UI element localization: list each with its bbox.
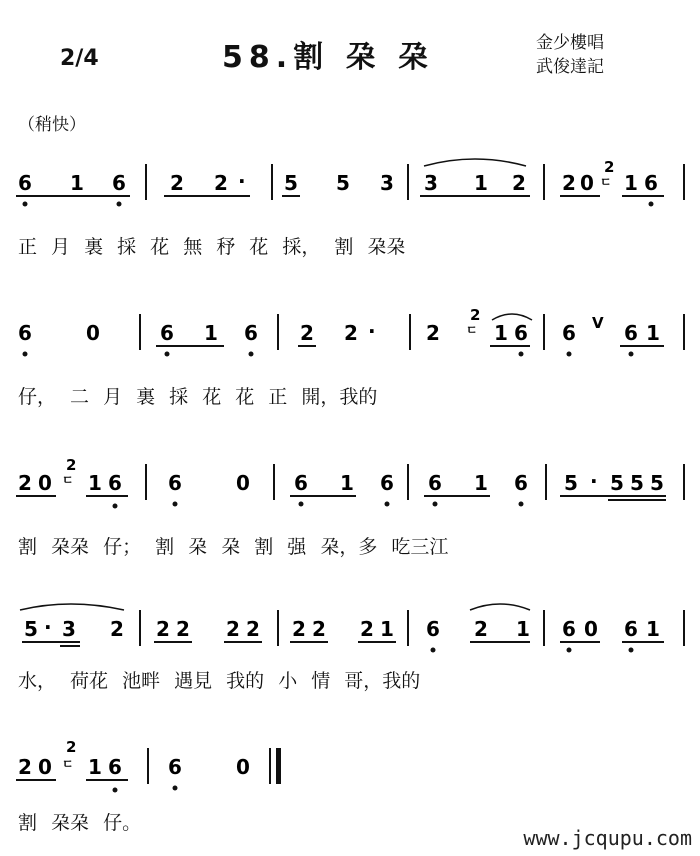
svg-text:0: 0 bbox=[86, 321, 100, 345]
svg-text:1: 1 bbox=[88, 471, 102, 495]
watermark: www.jcqupu.com bbox=[523, 826, 692, 850]
svg-text:6: 6 bbox=[294, 471, 308, 495]
svg-text:ㄷ: ㄷ bbox=[62, 473, 74, 487]
svg-text:0: 0 bbox=[38, 755, 52, 779]
svg-text:5: 5 bbox=[610, 471, 624, 495]
svg-text:2: 2 bbox=[562, 171, 576, 195]
svg-text:2: 2 bbox=[18, 755, 32, 779]
svg-text:2: 2 bbox=[470, 306, 481, 324]
svg-text:3: 3 bbox=[424, 171, 438, 195]
svg-text:1: 1 bbox=[494, 321, 508, 345]
svg-text:·: · bbox=[368, 319, 376, 343]
svg-text:0: 0 bbox=[236, 471, 250, 495]
svg-text:6: 6 bbox=[514, 321, 528, 345]
svg-text:6: 6 bbox=[108, 755, 122, 779]
svg-text:6: 6 bbox=[428, 471, 442, 495]
svg-text:6: 6 bbox=[244, 321, 258, 345]
svg-text:6: 6 bbox=[168, 471, 182, 495]
svg-text:2: 2 bbox=[312, 617, 326, 641]
svg-text:6: 6 bbox=[562, 617, 576, 641]
credit-singer: 金少樓唱 bbox=[536, 33, 604, 53]
svg-text:6: 6 bbox=[624, 617, 638, 641]
score-row-4 bbox=[0, 600, 700, 720]
svg-text:6: 6 bbox=[426, 617, 440, 641]
svg-text:5: 5 bbox=[650, 471, 664, 495]
svg-text:ㄷ: ㄷ bbox=[62, 757, 74, 771]
svg-text:2: 2 bbox=[110, 617, 124, 641]
svg-text:·: · bbox=[238, 169, 246, 193]
svg-text:6: 6 bbox=[108, 471, 122, 495]
svg-text:2: 2 bbox=[426, 321, 440, 345]
svg-text:5: 5 bbox=[630, 471, 644, 495]
notation-staff-4 bbox=[0, 600, 700, 710]
lyrics-line-5: 割 朶朶 仔。 bbox=[18, 812, 142, 834]
lyrics-line-2: 仔， 二 月 裏 採 花 花 正 開，我的 bbox=[18, 386, 378, 408]
svg-text:2: 2 bbox=[512, 171, 526, 195]
svg-text:6: 6 bbox=[18, 321, 32, 345]
svg-text:1: 1 bbox=[646, 321, 660, 345]
svg-text:2: 2 bbox=[176, 617, 190, 641]
svg-text:0: 0 bbox=[580, 171, 594, 195]
svg-text:6: 6 bbox=[624, 321, 638, 345]
svg-text:0: 0 bbox=[236, 755, 250, 779]
svg-text:6: 6 bbox=[644, 171, 658, 195]
note-group-1 bbox=[18, 158, 658, 195]
lyrics-line-4: 水， 荷花 池畔 遇見 我的 小 情 哥，我的 bbox=[18, 670, 421, 692]
svg-text:2: 2 bbox=[170, 171, 184, 195]
svg-text:2: 2 bbox=[360, 617, 374, 641]
svg-text:6: 6 bbox=[380, 471, 394, 495]
svg-text:1: 1 bbox=[474, 171, 488, 195]
svg-text:1: 1 bbox=[474, 471, 488, 495]
svg-text:2: 2 bbox=[156, 617, 170, 641]
svg-text:6: 6 bbox=[160, 321, 174, 345]
svg-text:1: 1 bbox=[380, 617, 394, 641]
svg-text:2: 2 bbox=[474, 617, 488, 641]
svg-text:1: 1 bbox=[646, 617, 660, 641]
svg-text:0: 0 bbox=[584, 617, 598, 641]
svg-text:6: 6 bbox=[562, 321, 576, 345]
svg-text:2: 2 bbox=[604, 158, 615, 176]
svg-text:6: 6 bbox=[168, 755, 182, 779]
svg-text:5: 5 bbox=[336, 171, 350, 195]
svg-text:ㄷ: ㄷ bbox=[600, 175, 612, 189]
svg-text:2: 2 bbox=[226, 617, 240, 641]
svg-text:2: 2 bbox=[18, 471, 32, 495]
svg-text:V: V bbox=[592, 314, 604, 332]
svg-text:2: 2 bbox=[344, 321, 358, 345]
lyrics-line-3: 割 朶朶 仔； 割 朶 朶 割 强 朶，多 吃三江 bbox=[18, 536, 449, 558]
svg-text:2: 2 bbox=[214, 171, 228, 195]
svg-text:1: 1 bbox=[516, 617, 530, 641]
svg-text:2: 2 bbox=[66, 738, 77, 756]
svg-text:5: 5 bbox=[564, 471, 578, 495]
lyrics-line-1: 正 月 裏 採 花 無 𥝱 花 採， 割 朶朶 bbox=[18, 236, 406, 258]
svg-text:2: 2 bbox=[292, 617, 306, 641]
credit-recorder: 武俊達記 bbox=[536, 57, 604, 77]
svg-text:6: 6 bbox=[18, 171, 32, 195]
svg-text:ㄷ: ㄷ bbox=[466, 323, 478, 337]
svg-text:1: 1 bbox=[88, 755, 102, 779]
svg-text:1: 1 bbox=[204, 321, 218, 345]
svg-text:5: 5 bbox=[24, 617, 38, 641]
time-signature: 2/4 bbox=[60, 46, 99, 71]
svg-text:0: 0 bbox=[38, 471, 52, 495]
svg-text:·: · bbox=[44, 615, 52, 639]
svg-text:·: · bbox=[590, 469, 598, 493]
svg-text:1: 1 bbox=[70, 171, 84, 195]
svg-text:2: 2 bbox=[300, 321, 314, 345]
score-row-2 bbox=[0, 300, 700, 420]
svg-text:1: 1 bbox=[624, 171, 638, 195]
svg-text:6: 6 bbox=[112, 171, 126, 195]
svg-text:1: 1 bbox=[340, 471, 354, 495]
svg-text:6: 6 bbox=[514, 471, 528, 495]
svg-text:2: 2 bbox=[246, 617, 260, 641]
song-title: 58.割 朶 朶 bbox=[222, 40, 435, 75]
svg-text:3: 3 bbox=[380, 171, 394, 195]
tempo-marking: （稍快） bbox=[18, 115, 86, 135]
svg-text:3: 3 bbox=[62, 617, 76, 641]
score-row-1 bbox=[0, 150, 700, 270]
score-row-3 bbox=[0, 450, 700, 570]
svg-text:5: 5 bbox=[284, 171, 298, 195]
svg-text:2: 2 bbox=[66, 456, 77, 474]
